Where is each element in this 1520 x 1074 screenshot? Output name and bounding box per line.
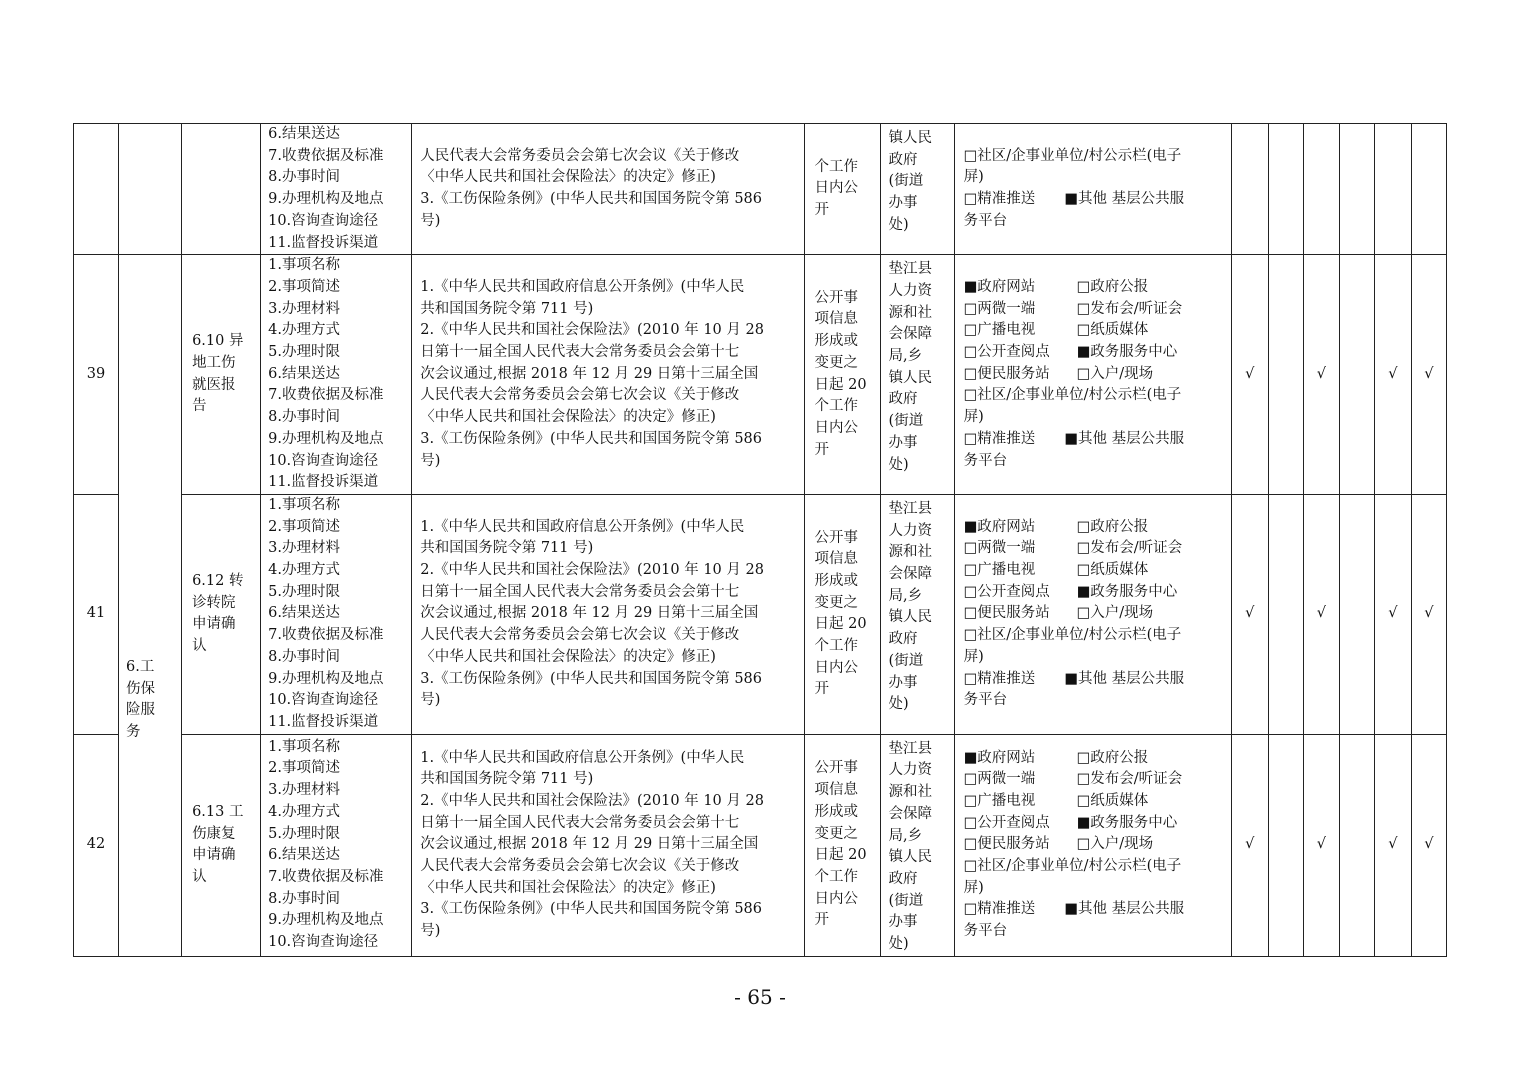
disclosure-items-line: 6.结果送达 [268, 847, 340, 864]
disclosure-period-line: 开 [814, 441, 829, 458]
disclosure-items-line: 6.结果送达 [268, 365, 340, 382]
responsible-org-line: 局,乡 [888, 587, 923, 604]
responsible-org-line: 处) [888, 696, 909, 713]
responsible-org-line: (街道 [888, 413, 924, 430]
responsible-org-line: 垫江县 [888, 261, 933, 278]
check-mark: √ [1411, 734, 1446, 956]
legal-basis-line: 共和国国务院令第 711 号) [420, 540, 594, 557]
item-name-line: 地工伤 [192, 354, 236, 371]
disclosure-items-line: 1.事项名称 [268, 496, 340, 513]
channel-option: □便民服务站 [963, 605, 1050, 622]
empty-mark-cell [1374, 124, 1411, 255]
disclosure-period-line: 个工作 [814, 398, 858, 415]
disclosure-items-line: 6.结果送达 [268, 126, 340, 142]
disclosure-period-line: 项信息 [814, 551, 858, 568]
disclosure-items-line: 1.事项名称 [268, 738, 340, 755]
legal-basis [412, 494, 804, 734]
disclosure-items-line: 9.办理机构及地点 [268, 912, 384, 929]
disclosure-period-line: 个工作 [814, 638, 858, 655]
channel-line: 务平台 [963, 923, 1008, 940]
disclosure-items-line: 3.办理材料 [268, 782, 340, 799]
item-name-line: 6.12 转 [192, 572, 244, 589]
legal-basis-line: 〈中华人民共和国社会保险法〉的决定》修正) [420, 879, 716, 896]
disclosure-period [804, 734, 880, 956]
responsible-org-line: 会保障 [888, 326, 933, 343]
disclosure-period-line: 日起 20 [814, 376, 867, 393]
disclosure-items [261, 124, 412, 255]
responsible-org-line: 办事 [888, 674, 918, 691]
responsible-org-line: 镇人民 [888, 609, 933, 626]
row-number: 42 [74, 734, 119, 956]
channel-pair [964, 320, 1231, 342]
responsible-org-line: 处) [888, 216, 909, 233]
legal-basis-line: 次会议通过,根据 2018 年 12 月 29 日第十三届全国 [420, 605, 759, 622]
check-mark: √ [1303, 255, 1339, 495]
item-name-line: 6.13 工 [192, 803, 244, 820]
disclosure-period-line: 项信息 [814, 782, 858, 799]
channel-option: □政府公报 [1076, 518, 1149, 535]
legal-basis-line: 1.《中华人民共和国政府信息公开条例》(中华人民 [420, 749, 745, 766]
empty-mark-cell [1268, 494, 1303, 734]
legal-basis-line: 共和国国务院令第 711 号) [420, 771, 594, 788]
check-mark: √ [1303, 494, 1339, 734]
responsible-org-line: 镇人民 [888, 369, 933, 386]
disclosure-items-line: 8.办事时间 [268, 648, 340, 665]
channel-option: □广播电视 [963, 322, 1036, 339]
responsible-org-line: (街道 [888, 892, 924, 909]
disclosure-period-line: 公开事 [814, 760, 858, 777]
disclosure-items-line: 7.收费依据及标准 [268, 387, 384, 404]
channel-line: □社区/企事业单位/村公示栏(电子 [963, 858, 1182, 875]
channel-pair [964, 813, 1231, 835]
channel-option: □发布会/听证会 [1076, 540, 1183, 557]
legal-basis-line: 2.《中华人民共和国社会保险法》(2010 年 10 月 28 [420, 792, 764, 809]
legal-basis-line: 人民代表大会常务委员会会第七次会议《关于修改 [420, 147, 740, 164]
legal-basis-line: 号) [420, 452, 441, 469]
channel-option: □公开查阅点 [963, 814, 1050, 831]
channel-option: □广播电视 [963, 792, 1036, 809]
check-mark: √ [1374, 734, 1411, 956]
disclosure-items-line: 8.办事时间 [268, 169, 340, 186]
channel-pair [964, 834, 1231, 856]
disclosure-period-line: 形成或 [814, 803, 858, 820]
responsible-org [880, 124, 954, 255]
channel-line: 务平台 [963, 692, 1008, 709]
channel-pair [964, 769, 1231, 791]
disclosure-items-line: 2.事项简述 [268, 518, 340, 535]
channel-line: 屏) [963, 169, 984, 186]
disclosure-period [804, 124, 880, 255]
disclosure-items-line: 5.办理时限 [268, 344, 340, 361]
channel-option: □政府公报 [1076, 749, 1149, 766]
channel-option: □纸质媒体 [1076, 792, 1149, 809]
item-name [182, 494, 261, 734]
item-name-line: 告 [192, 398, 207, 415]
channel-line: □社区/企事业单位/村公示栏(电子 [963, 627, 1182, 644]
item-name [182, 734, 261, 956]
legal-basis-line: 人民代表大会常务委员会会第七次会议《关于修改 [420, 627, 740, 644]
disclosure-period-line: 日内公 [814, 890, 858, 907]
responsible-org-line: 会保障 [888, 566, 933, 583]
legal-basis-line: 3.《工伤保险条例》(中华人民共和国国务院令第 586 [420, 191, 762, 208]
responsible-org-line: 政府 [888, 151, 918, 168]
category-cell [119, 255, 182, 957]
row-number: 39 [74, 255, 119, 495]
disclosure-period-line: 开 [814, 681, 829, 698]
item-name-line: 伤康复 [192, 825, 236, 842]
item-name-line: 申请确 [192, 616, 236, 633]
empty-mark-cell [1268, 255, 1303, 495]
channel-pair [964, 277, 1231, 299]
responsible-org-line: 人力资 [888, 762, 933, 779]
channel-option: □入户/现场 [1076, 365, 1154, 382]
responsible-org-line: 镇人民 [888, 849, 933, 866]
channel-option: □公开查阅点 [963, 583, 1050, 600]
legal-basis-line: 号) [420, 692, 441, 709]
disclosure-items-line: 7.收费依据及标准 [268, 627, 384, 644]
channel-pair [964, 582, 1231, 604]
item-name [182, 255, 261, 495]
check-mark: √ [1303, 734, 1339, 956]
legal-basis-line: 人民代表大会常务委员会会第七次会议《关于修改 [420, 858, 740, 875]
channel-line: □精准推送 ■其他 基层公共服 [963, 430, 1185, 447]
table-row [74, 124, 1447, 255]
check-mark: √ [1411, 494, 1446, 734]
disclosure-items-line: 5.办理时限 [268, 825, 340, 842]
disclosure-items-line: 9.办理机构及地点 [268, 670, 384, 687]
channel-option: □两微一端 [963, 771, 1036, 788]
disclosure-items-line: 1.事项名称 [268, 257, 340, 274]
empty-mark-cell [1411, 124, 1446, 255]
channel-option: □发布会/听证会 [1076, 771, 1183, 788]
empty-mark-cell [1339, 124, 1374, 255]
responsible-org [880, 734, 954, 956]
responsible-org-line: 源和社 [888, 304, 933, 321]
responsible-org-line: 办事 [888, 914, 918, 931]
disclosure-period-line: 日起 20 [814, 616, 867, 633]
check-mark: √ [1411, 255, 1446, 495]
channel-option: □两微一端 [963, 300, 1036, 317]
row-number: 41 [74, 494, 119, 734]
legal-basis-line: 人民代表大会常务委员会会第七次会议《关于修改 [420, 387, 740, 404]
channel-option: □便民服务站 [963, 836, 1050, 853]
responsible-org [880, 255, 954, 495]
disclosure-period-line: 形成或 [814, 333, 858, 350]
responsible-org-line: 处) [888, 456, 909, 473]
disclosure-period-line: 变更之 [814, 594, 858, 611]
disclosure-items-line: 10.咨询查询途径 [268, 212, 379, 229]
responsible-org-line: (街道 [888, 652, 924, 669]
responsible-org-line: 垫江县 [888, 740, 933, 757]
disclosure-period-line: 日内公 [814, 659, 858, 676]
responsible-org-line: 处) [888, 936, 909, 953]
legal-basis [412, 255, 804, 495]
disclosure-items-line: 4.办理方式 [268, 322, 340, 339]
legal-basis-line: 次会议通过,根据 2018 年 12 月 29 日第十三届全国 [420, 836, 759, 853]
disclosure-items-line: 10.咨询查询途径 [268, 692, 379, 709]
channel-line: □精准推送 ■其他 基层公共服 [963, 191, 1185, 208]
disclosure-period-line: 个工作 [814, 158, 858, 175]
channel-pair [964, 560, 1231, 582]
disclosure-items-line: 8.办事时间 [268, 890, 340, 907]
disclosure-items-line: 2.事项简述 [268, 760, 340, 777]
empty-mark-cell [1339, 734, 1374, 956]
disclosure-period-line: 变更之 [814, 354, 858, 371]
channel-option: ■政府网站 [963, 278, 1036, 295]
category-cell [119, 124, 182, 255]
disclosure-period-line: 日内公 [814, 419, 858, 436]
channel-pair [964, 748, 1231, 770]
legal-basis-line: 3.《工伤保险条例》(中华人民共和国国务院令第 586 [420, 670, 762, 687]
item-name-line: 认 [192, 638, 207, 655]
legal-basis-line: 2.《中华人民共和国社会保险法》(2010 年 10 月 28 [420, 562, 764, 579]
disclosure-items-line: 3.办理材料 [268, 540, 340, 557]
legal-basis-line: 次会议通过,根据 2018 年 12 月 29 日第十三届全国 [420, 365, 759, 382]
channel-option: □便民服务站 [963, 365, 1050, 382]
responsible-org-line: 会保障 [888, 805, 933, 822]
item-name-line: 诊转院 [192, 594, 236, 611]
table-row [74, 494, 1447, 734]
disclosure-period-line: 形成或 [814, 572, 858, 589]
legal-basis-line: 1.《中华人民共和国政府信息公开条例》(中华人民 [420, 278, 745, 295]
disclosure-items [261, 494, 412, 734]
channel-line: □精准推送 ■其他 基层公共服 [963, 901, 1185, 918]
channel-line: 务平台 [963, 212, 1008, 229]
disclosure-items [261, 255, 412, 495]
legal-basis-line: 号) [420, 212, 441, 229]
responsible-org-line: 源和社 [888, 784, 933, 801]
check-mark: √ [1231, 734, 1268, 956]
disclosure-items-line: 10.咨询查询途径 [268, 452, 379, 469]
legal-basis-line: 日第十一届全国人民代表大会常务委员会会第十七 [420, 814, 740, 831]
legal-basis-line: 日第十一届全国人民代表大会常务委员会会第十七 [420, 344, 740, 361]
item-name-line: 6.10 异 [192, 333, 244, 350]
channel-line: 屏) [963, 409, 984, 426]
empty-mark-cell [1268, 124, 1303, 255]
disclosure-items-line: 3.办理材料 [268, 300, 340, 317]
legal-basis-line: 日第十一届全国人民代表大会常务委员会会第十七 [420, 583, 740, 600]
channel-option: ■政府网站 [963, 749, 1036, 766]
channel-option: ■政府网站 [963, 518, 1036, 535]
disclosure-table [73, 123, 1447, 957]
disclosure-channels [954, 255, 1231, 495]
disclosure-items-line: 11.监督投诉渠道 [268, 713, 379, 730]
disclosure-period-line: 个工作 [814, 868, 858, 885]
item-name-line: 就医报 [192, 376, 236, 393]
disclosure-items-line: 2.事项简述 [268, 278, 340, 295]
disclosure-period-line: 开 [814, 912, 829, 929]
table-row [74, 734, 1447, 956]
disclosure-period-line: 日起 20 [814, 847, 867, 864]
channel-option: ■政务服务中心 [1076, 583, 1178, 600]
responsible-org-line: 人力资 [888, 522, 933, 539]
responsible-org [880, 494, 954, 734]
channel-pair [964, 791, 1231, 813]
disclosure-items-line: 7.收费依据及标准 [268, 868, 384, 885]
table-row [74, 255, 1447, 495]
check-mark: √ [1374, 494, 1411, 734]
channel-option: □公开查阅点 [963, 344, 1050, 361]
channel-line: 务平台 [963, 452, 1008, 469]
row-number [74, 124, 119, 255]
disclosure-items-line: 5.办理时限 [268, 583, 340, 600]
disclosure-channels [954, 734, 1231, 956]
channel-option: □发布会/听证会 [1076, 300, 1183, 317]
channel-pair [964, 538, 1231, 560]
channel-line: 屏) [963, 879, 984, 896]
channel-option: ■政务服务中心 [1076, 344, 1178, 361]
legal-basis-line: 〈中华人民共和国社会保险法〉的决定》修正) [420, 169, 716, 186]
responsible-org-line: 局,乡 [888, 348, 923, 365]
legal-basis-line: 2.《中华人民共和国社会保险法》(2010 年 10 月 28 [420, 322, 764, 339]
disclosure-channels [954, 124, 1231, 255]
disclosure-period-line: 开 [814, 201, 829, 218]
legal-basis [412, 124, 804, 255]
legal-basis-line: 〈中华人民共和国社会保险法〉的决定》修正) [420, 648, 716, 665]
channel-line: □社区/企事业单位/村公示栏(电子 [963, 387, 1182, 404]
disclosure-items [261, 734, 412, 956]
channel-pair [964, 342, 1231, 364]
check-mark: √ [1374, 255, 1411, 495]
channel-line: □社区/企事业单位/村公示栏(电子 [963, 147, 1182, 164]
legal-basis-line: 〈中华人民共和国社会保险法〉的决定》修正) [420, 409, 716, 426]
item-name [182, 124, 261, 255]
check-mark: √ [1231, 255, 1268, 495]
legal-basis [412, 734, 804, 956]
disclosure-period-line: 变更之 [814, 825, 858, 842]
responsible-org-line: 政府 [888, 391, 918, 408]
check-mark: √ [1231, 494, 1268, 734]
legal-basis-line: 3.《工伤保险条例》(中华人民共和国国务院令第 586 [420, 901, 762, 918]
legal-basis-line: 3.《工伤保险条例》(中华人民共和国国务院令第 586 [420, 430, 762, 447]
legal-basis-line: 1.《中华人民共和国政府信息公开条例》(中华人民 [420, 518, 745, 535]
disclosure-period-line: 日内公 [814, 180, 858, 197]
responsible-org-line: 垫江县 [888, 500, 933, 517]
responsible-org-line: 办事 [888, 195, 918, 212]
channel-option: ■政务服务中心 [1076, 814, 1178, 831]
disclosure-items-line: 11.监督投诉渠道 [268, 234, 379, 251]
responsible-org-line: 镇人民 [888, 130, 933, 146]
item-name-line: 认 [192, 868, 207, 885]
channel-pair [964, 517, 1231, 539]
disclosure-items-line: 4.办理方式 [268, 562, 340, 579]
responsible-org-line: 办事 [888, 434, 918, 451]
disclosure-channels [954, 494, 1231, 734]
disclosure-items-line: 8.办事时间 [268, 409, 340, 426]
disclosure-items-line: 6.结果送达 [268, 605, 340, 622]
responsible-org-line: 人力资 [888, 282, 933, 299]
channel-option: □纸质媒体 [1076, 322, 1149, 339]
channel-option: □两微一端 [963, 540, 1036, 557]
empty-mark-cell [1268, 734, 1303, 956]
responsible-org-line: 政府 [888, 870, 918, 887]
responsible-org-line: 政府 [888, 631, 918, 648]
channel-option: □入户/现场 [1076, 605, 1154, 622]
channel-pair [964, 299, 1231, 321]
legal-basis-line: 共和国国务院令第 711 号) [420, 300, 594, 317]
disclosure-period-line: 项信息 [814, 311, 858, 328]
disclosure-items-line: 7.收费依据及标准 [268, 147, 384, 164]
responsible-org-line: (街道 [888, 173, 924, 190]
empty-mark-cell [1339, 255, 1374, 495]
channel-option: □纸质媒体 [1076, 562, 1149, 579]
responsible-org-line: 源和社 [888, 544, 933, 561]
channel-line: 屏) [963, 648, 984, 665]
category-label: 6.工伤保险服务 [126, 659, 156, 741]
channel-line: □精准推送 ■其他 基层公共服 [963, 670, 1185, 687]
disclosure-items-line: 4.办理方式 [268, 803, 340, 820]
disclosure-items-line: 11.监督投诉渠道 [268, 474, 379, 491]
disclosure-items-line: 9.办理机构及地点 [268, 430, 384, 447]
disclosure-period [804, 255, 880, 495]
channel-pair [964, 364, 1231, 386]
channel-option: □入户/现场 [1076, 836, 1154, 853]
responsible-org-line: 局,乡 [888, 827, 923, 844]
disclosure-items-line: 10.咨询查询途径 [268, 934, 379, 951]
channel-pair [964, 603, 1231, 625]
channel-option: □广播电视 [963, 562, 1036, 579]
empty-mark-cell [1339, 494, 1374, 734]
disclosure-period-line: 公开事 [814, 529, 858, 546]
legal-basis-line: 号) [420, 923, 441, 940]
empty-mark-cell [1303, 124, 1339, 255]
page-number: - 65 - [734, 985, 786, 1009]
item-name-line: 申请确 [192, 847, 236, 864]
channel-option: □政府公报 [1076, 278, 1149, 295]
disclosure-period [804, 494, 880, 734]
disclosure-period-line: 公开事 [814, 289, 858, 306]
empty-mark-cell [1231, 124, 1268, 255]
disclosure-items-line: 9.办理机构及地点 [268, 191, 384, 208]
